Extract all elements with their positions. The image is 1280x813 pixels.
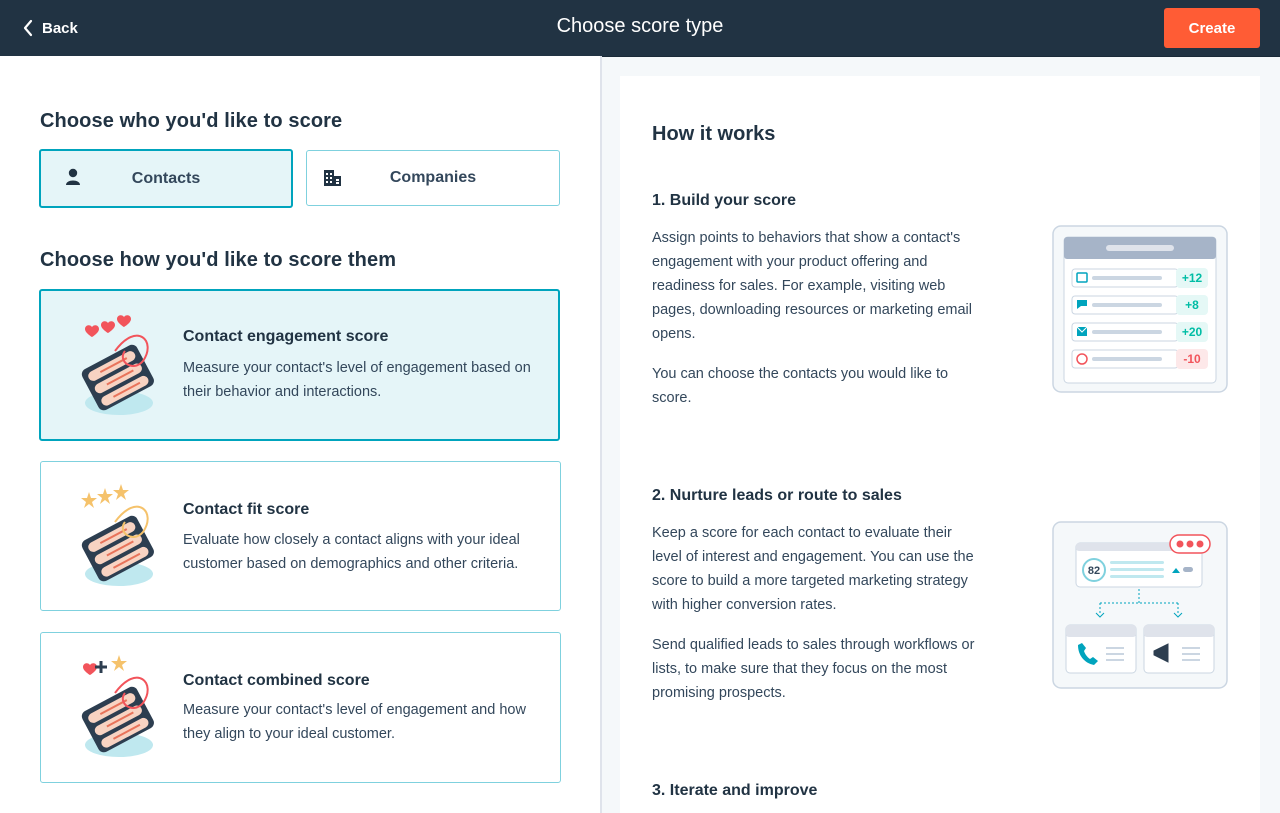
back-label: Back <box>42 19 78 37</box>
step-paragraph: You can choose the contacts you would like to score. <box>652 366 949 406</box>
top-bar <box>0 0 1280 56</box>
step-paragraph: Assign points to behaviors that show a contact's engagement with your product offering and readiness for sales. For example, visiting web pages, downloading resources or marketing email opens. <box>652 230 972 342</box>
card-description: Measure your contact's level of engagement based on their behavior and interactions. <box>183 360 531 400</box>
lead-routing-illustration <box>1052 521 1228 689</box>
combined-score-card[interactable] <box>40 632 561 783</box>
heart-star-scorecard-icon <box>77 653 167 763</box>
points-value: +20 <box>1181 325 1203 339</box>
step-title: 2. Nurture leads or route to sales <box>652 487 902 504</box>
card-title: Contact fit score <box>183 501 310 518</box>
points-value: -10 <box>1183 352 1201 366</box>
contacts-label: Contacts <box>131 169 201 187</box>
card-title: Contact engagement score <box>183 328 389 345</box>
card-description: Evaluate how closely a contact aligns with your ideal customer based on demographics and other criteria. <box>183 532 520 572</box>
person-icon <box>63 167 83 187</box>
companies-option[interactable] <box>306 150 560 206</box>
score-points-illustration <box>1052 225 1228 393</box>
panel-divider <box>600 56 602 813</box>
how-heading: Choose how you'd like to score them <box>40 249 397 271</box>
hearts-scorecard-icon <box>77 311 167 421</box>
step-title: 1. Build your score <box>652 192 797 209</box>
who-heading: Choose who you'd like to score <box>40 110 343 132</box>
points-value: +12 <box>1181 271 1203 285</box>
stars-scorecard-icon <box>77 482 167 592</box>
page-title: Choose score type <box>556 15 724 37</box>
companies-label: Companies <box>389 169 477 186</box>
points-row <box>1072 268 1208 288</box>
how-it-works-heading: How it works <box>652 123 776 145</box>
contacts-option[interactable] <box>39 149 293 208</box>
how-it-works-panel <box>620 76 1260 813</box>
building-icon <box>323 168 343 188</box>
points-row <box>1072 349 1208 369</box>
engagement-score-card[interactable] <box>39 289 560 441</box>
card-title: Contact combined score <box>183 672 370 689</box>
step-paragraph: Send qualified leads to sales through workflows or lists, to make sure that they focus on the most promising prospects. <box>652 637 975 701</box>
points-row <box>1072 322 1208 342</box>
step-paragraph: Keep a score for each contact to evaluate their level of interest and engagement. You can use the score to build a more targeted marketing strategy with higher conversion rates. <box>652 525 974 613</box>
points-row <box>1072 295 1208 315</box>
create-button[interactable]: Create <box>1164 8 1260 48</box>
card-description: Measure your contact's level of engagement and how they align to your ideal customer. <box>183 702 526 742</box>
score-value: 82 <box>1087 565 1101 577</box>
fit-score-card[interactable] <box>40 461 561 611</box>
points-value: +8 <box>1185 298 1199 312</box>
step-title: 3. Iterate and improve <box>652 782 818 799</box>
